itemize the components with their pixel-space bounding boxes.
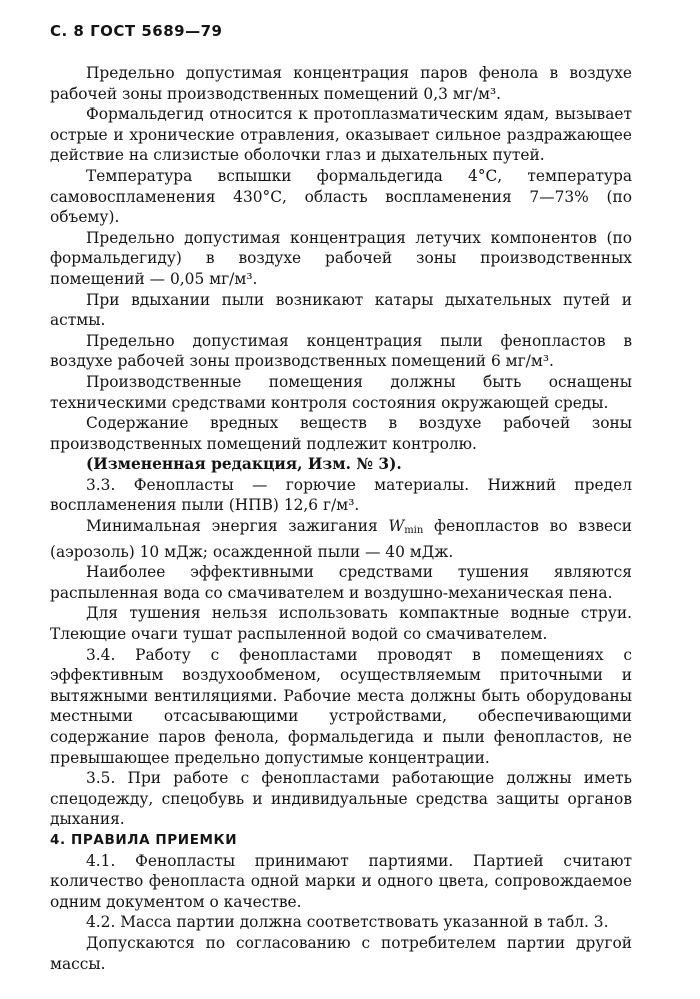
document-page xyxy=(50,0,632,999)
paragraph-volatile-limit: Предельно допустимая концентрация летучих компонентов (по формальдегиду) в воздухе рабочей зоны производственных помещений — 0,05 мг/м³. xyxy=(50,228,632,288)
ignition-energy-lead: Минимальная энергия зажигания xyxy=(86,517,389,536)
ignition-energy-rest: фенопластов во взвеси (аэрозоль) 10 мДж; осажденной пыли — 40 мДж. xyxy=(50,517,632,561)
paragraph-phenol-limit: Предельно допустимая концентрация паров фенола в воздухе рабочей зоны производственных помещений 0,3 мг/м³. xyxy=(50,64,632,103)
ignition-energy-subscript: min xyxy=(404,525,424,537)
clause-3-3-ignition-energy xyxy=(50,516,632,562)
paragraph-dust-limit: Предельно допустимая концентрация пыли фенопластов в воздухе рабочей зоны производственных помещений 6 мг/м³. xyxy=(50,331,632,371)
clause-4-1: 4.1. Фенопласты принимают партиями. Партией считают количество фенопласта одной марки и одного цвета, сопровождаемое одним документом о качестве. xyxy=(50,851,632,911)
paragraph-dust-inhalation: При вдыхании пыли возникают катары дыхательных путей и астмы. xyxy=(50,290,632,330)
clause-3-3-water-jets: Для тушения нельзя использовать компактные водные струи. Тлеющие очаги тушат распыленной водой со смачивателем. xyxy=(50,604,632,644)
clause-3-5: 3.5. При работе с фенопластами работающие должны иметь спецодежду, спецобувь и индивидуальные средства защиты органов дыхания. xyxy=(50,769,632,829)
clause-4-2-other-mass: Допускаются по согласованию с потребителем партии другой массы. xyxy=(50,933,632,973)
clause-3-3-extinguishing: Наиболее эффективными средствами тушения являются распыленная вода со смачивателем и воздушно-механическая пена. xyxy=(50,563,632,602)
running-head: С. 8 ГОСТ 5689—79 xyxy=(50,22,223,40)
clause-4-2: 4.2. Масса партии должна соответствовать указанной в табл. 3. xyxy=(86,913,609,932)
clause-3-3: 3.3. Фенопласты — горючие материалы. Нижний предел воспламенения пыли (НПВ) 12,6 г/м³. xyxy=(50,475,632,515)
paragraph-formaldehyde-flash-point: Температура вспышки формальдегида 4°С, температура самовоспламенения 430°С, область воспламенения 7—73% (по объему). xyxy=(50,166,632,227)
ignition-energy-symbol: W xyxy=(388,517,405,536)
body-text xyxy=(50,63,632,974)
paragraph-monitoring-equipment: Производственные помещения должны быть оснащены техническими средствами контроля состояния окружающей среды. xyxy=(50,372,632,412)
edition-note: (Измененная редакция, Изм. № 3). xyxy=(86,455,402,474)
section-heading: 4. ПРАВИЛА ПРИЕМКИ xyxy=(50,831,238,848)
paragraph-formaldehyde-toxicity: Формальдегид относится к протоплазматическим ядам, вызывает острые и хронические отравления, оказывает сильное раздражающее действие на слизистые оболочки глаз и дыхательных путей. xyxy=(50,105,632,165)
paragraph-air-control: Содержание вредных веществ в воздухе рабочей зоны производственных помещений подлежит контролю. xyxy=(50,414,632,453)
clause-3-4: 3.4. Работу с фенопластами проводят в помещениях с эффективным воздухообменом, осуществляемым приточными и вытяжными вентиляциями. Рабочие места должны быть оборудованы местными отсасывающими устройствами, обеспечивающими содержание паров фенола, формальдегида и пыли фенопластов, не превышающее предельно допустимые концентрации. xyxy=(50,645,632,767)
